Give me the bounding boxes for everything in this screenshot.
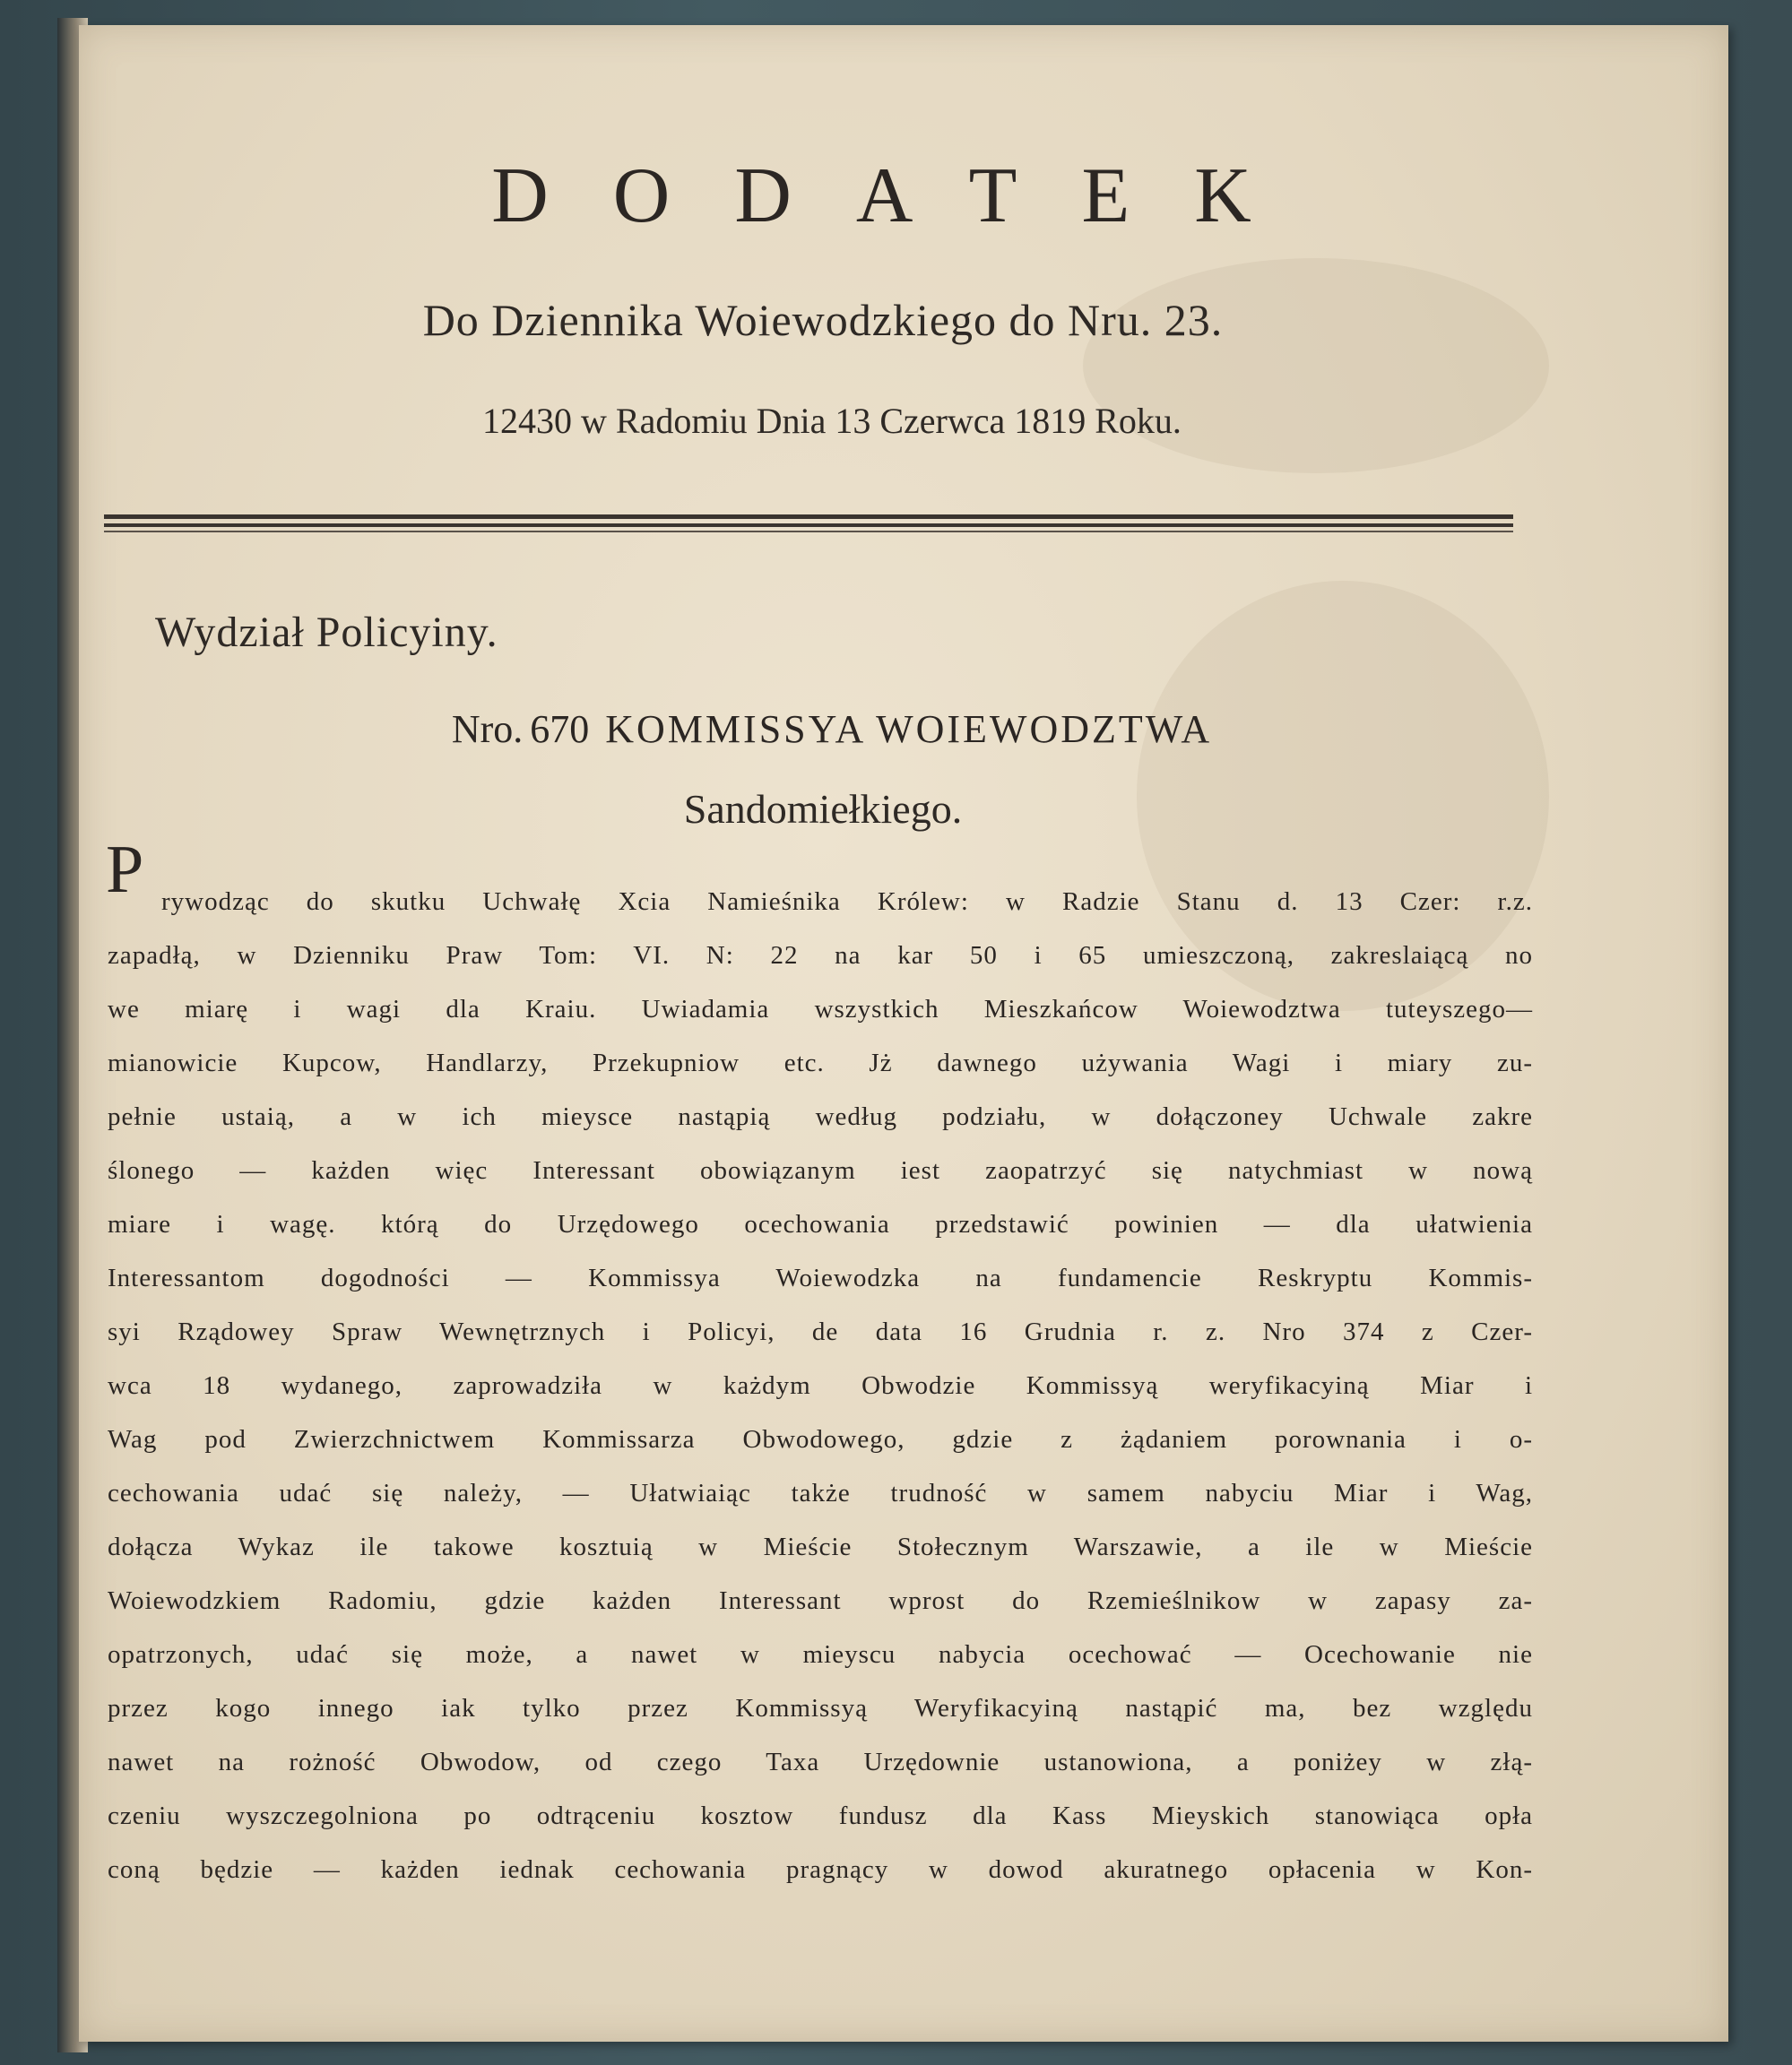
body-line: Woiewodzkiem Radomiu, gdzie każden Interessant wprost do Rzemieślnikow w zapasy za- bbox=[108, 1586, 1533, 1615]
header-rule bbox=[104, 531, 1513, 532]
body-line: nawet na rożność Obwodow, od czego Taxa Urzędownie ustanowiona, a poniżey w złą- bbox=[108, 1748, 1533, 1776]
body-line: mianowicie Kupcow, Handlarzy, Przekupniow etc. Jż dawnego używania Wagi i miary zu- bbox=[108, 1049, 1533, 1077]
notice-number: 670 bbox=[530, 707, 590, 751]
notice-authority-line2: Sandomiełkiego. bbox=[683, 786, 963, 832]
body-line: syi Rządowey Spraw Wewnętrznych i Policyi, de data 16 Grudnia r. z. Nro 374 z Czer- bbox=[108, 1318, 1533, 1346]
body-text bbox=[108, 875, 1533, 1897]
body-line: coną będzie — każden iednak cechowania pragnący w dowod akuratnego opłacenia w Kon- bbox=[108, 1855, 1533, 1884]
document-subtitle: Do Dziennika Woiewodzkiego do Nru. 23. bbox=[422, 295, 1224, 345]
body-line: we miarę i wagi dla Kraiu. Uwiadamia wszystkich Mieszkańcow Woiewodztwa tuteyszego— bbox=[108, 995, 1533, 1024]
body-line: pełnie ustaią, a w ich mieysce nastąpią według podziału, w dołączoney Uchwale zakre bbox=[108, 1102, 1533, 1131]
body-line: wca 18 wydanego, zaprowadziła w każdym Obwodzie Kommissyą weryfikacyiną Miar i bbox=[108, 1371, 1533, 1400]
header-rule bbox=[104, 523, 1513, 527]
document-title: DODATEK bbox=[491, 152, 1316, 239]
body-line: przez kogo innego iak tylko przez Kommissyą Weryfikacyiną nastąpić ma, bez względu bbox=[108, 1694, 1533, 1723]
body-line: Wag pod Zwierzchnictwem Kommissarza Obwodowego, gdzie z żądaniem porownania i o- bbox=[108, 1425, 1533, 1454]
body-line: rywodząc do skutku Uchwałę Xcia Namieśnika Królew: w Radzie Stanu d. 13 Czer: r.z. bbox=[161, 887, 1533, 916]
body-line: cechowania udać się należy, — Ułatwiaiąc także trudność w samem nabyciu Miar i Wag, bbox=[108, 1479, 1533, 1508]
body-line: Interessantom dogodności — Kommissya Woiewodzka na fundamencie Reskryptu Kommis- bbox=[108, 1264, 1533, 1292]
notice-number-prefix: Nro. bbox=[451, 707, 524, 751]
body-line: zapadłą, w Dzienniku Praw Tom: VI. N: 22 na kar 50 i 65 umieszczoną, zakreslaiącą no bbox=[108, 941, 1533, 970]
header-rule bbox=[104, 514, 1513, 519]
notice-authority: KOMMISSYA WOIEWODZTWA bbox=[605, 707, 1213, 751]
notice-heading bbox=[79, 706, 1585, 752]
drop-cap: P bbox=[106, 832, 144, 907]
body-line: miare i wagę. którą do Urzędowego ocechowania przedstawić powinien — dla ułatwienia bbox=[108, 1210, 1533, 1239]
body-line: czeniu wyszczegolniona po odtrąceniu kosztow fundusz dla Kass Mieyskich stanowiąca opła bbox=[108, 1801, 1533, 1830]
body-line: ślonego — każden więc Interessant obowiązanym iest zaopatrzyć się natychmiast w nową bbox=[108, 1156, 1533, 1185]
body-line: dołącza Wykaz ile takowe kosztuią w Mieście Stołecznym Warszawie, a ile w Mieście bbox=[108, 1533, 1533, 1561]
document-dateline: 12430 w Radomiu Dnia 13 Czerwca 1819 Roku. bbox=[482, 401, 1182, 441]
section-heading: Wydział Policyiny. bbox=[155, 609, 498, 656]
body-line: opatrzonych, udać się może, a nawet w mieyscu nabycia ocechować — Ocechowanie nie bbox=[108, 1640, 1533, 1669]
document-page bbox=[79, 25, 1728, 2042]
